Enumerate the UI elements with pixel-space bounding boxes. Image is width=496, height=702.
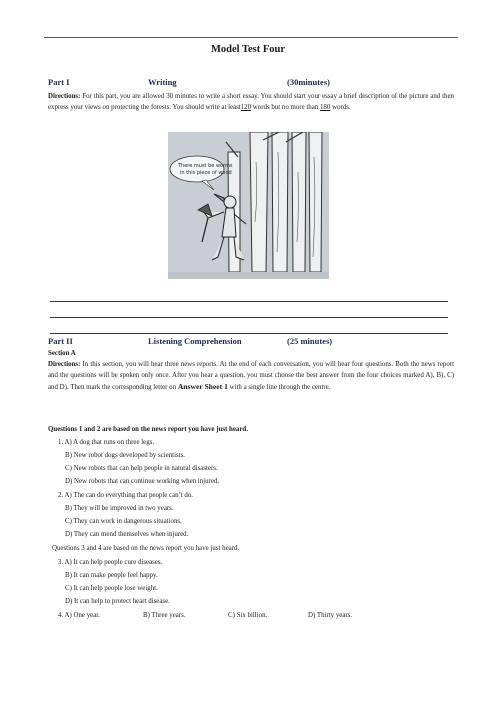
q2-option-a[interactable]: 2. A) The can do everything that people can’t do.: [58, 492, 194, 499]
q1-option-a[interactable]: 1. A) A dog that runs on three legs.: [58, 439, 155, 446]
directions-label: Directions:: [48, 361, 81, 368]
question-group-2: Questions 3 and 4 are based on the news report you have just heard.: [52, 545, 240, 552]
part2-label: Part II: [48, 336, 73, 346]
q3-option-c[interactable]: C) It can help people lose weight.: [65, 585, 158, 592]
part1-time: (30minutes): [287, 77, 330, 87]
q1-option-b[interactable]: B) New robot dogs developed by scientists.: [65, 452, 185, 459]
answer-line-3[interactable]: [50, 333, 448, 334]
part2-directions: [48, 359, 454, 394]
directions-text-b: with a single line through the centre.: [229, 384, 331, 392]
q4-option-c[interactable]: C) Six billion.: [228, 612, 268, 619]
q4-option-b[interactable]: B) Three years.: [143, 612, 186, 619]
q1-option-d[interactable]: D) New robots that can continue working when injured.: [65, 478, 220, 485]
directions-label: Directions:: [48, 93, 81, 100]
q4-option-d[interactable]: D) Thirty years.: [308, 612, 353, 619]
directions-text-b: words but no more than: [252, 104, 319, 112]
part1-name: Writing: [148, 77, 177, 87]
page-title: Model Test Four: [210, 44, 286, 55]
section-a-heading: Section A: [48, 350, 76, 357]
forest-cartoon-image: [168, 132, 329, 279]
q1-option-c[interactable]: C) New robots that can help people in natural disasters.: [65, 465, 218, 472]
part2-name: Listening Comprehension: [148, 336, 242, 346]
part1-directions: [48, 91, 454, 113]
directions-text-a: For this part, you are allowed 30 minutes to write a short essay. You should start your essay a brief description of the picture and then express your views on protecting the forests. You should write at least: [48, 93, 454, 112]
directions-text-a: In this section, you will hear three news reports. At the end of each conversation, you will hear four questions. Both the news report and the questions will be spoken only once. After you hear a question, you must choose the best answer from the four choices marked A), B), C) and D). Then mark the corresponding letter on: [48, 361, 454, 392]
q3-option-d[interactable]: D) It can help to protect heart disease.: [65, 598, 170, 605]
answer-line-2[interactable]: [50, 317, 448, 318]
part1-label: Part I: [48, 77, 70, 87]
q4-option-a[interactable]: 4. A) One year.: [58, 612, 100, 619]
answer-line-1[interactable]: [50, 301, 448, 302]
directions-text-c: words.: [332, 104, 351, 112]
speech-line-1: There must be worms: [178, 163, 233, 169]
q3-option-a[interactable]: 3. A) It can help people cure diseases.: [58, 559, 163, 566]
q2-option-b[interactable]: B) They will be improved in two years.: [65, 505, 174, 512]
part2-time: (25 minutes): [287, 336, 333, 346]
answer-sheet-label: Answer Sheet 1: [177, 382, 228, 392]
header-rule: [44, 37, 458, 38]
max-words: 180: [319, 104, 331, 112]
question-group-1: Questions 1 and 2 are based on the news report you have just heard.: [48, 426, 248, 433]
q3-option-b[interactable]: B) It can make people feel happy.: [65, 572, 158, 579]
q2-option-d[interactable]: D) They can mend themselves when injured.: [65, 531, 189, 538]
speech-line-2: in this piece of wood: [180, 170, 232, 176]
min-words: 120: [240, 104, 252, 112]
q2-option-c[interactable]: C) They can work in dangerous situations.: [65, 518, 182, 525]
